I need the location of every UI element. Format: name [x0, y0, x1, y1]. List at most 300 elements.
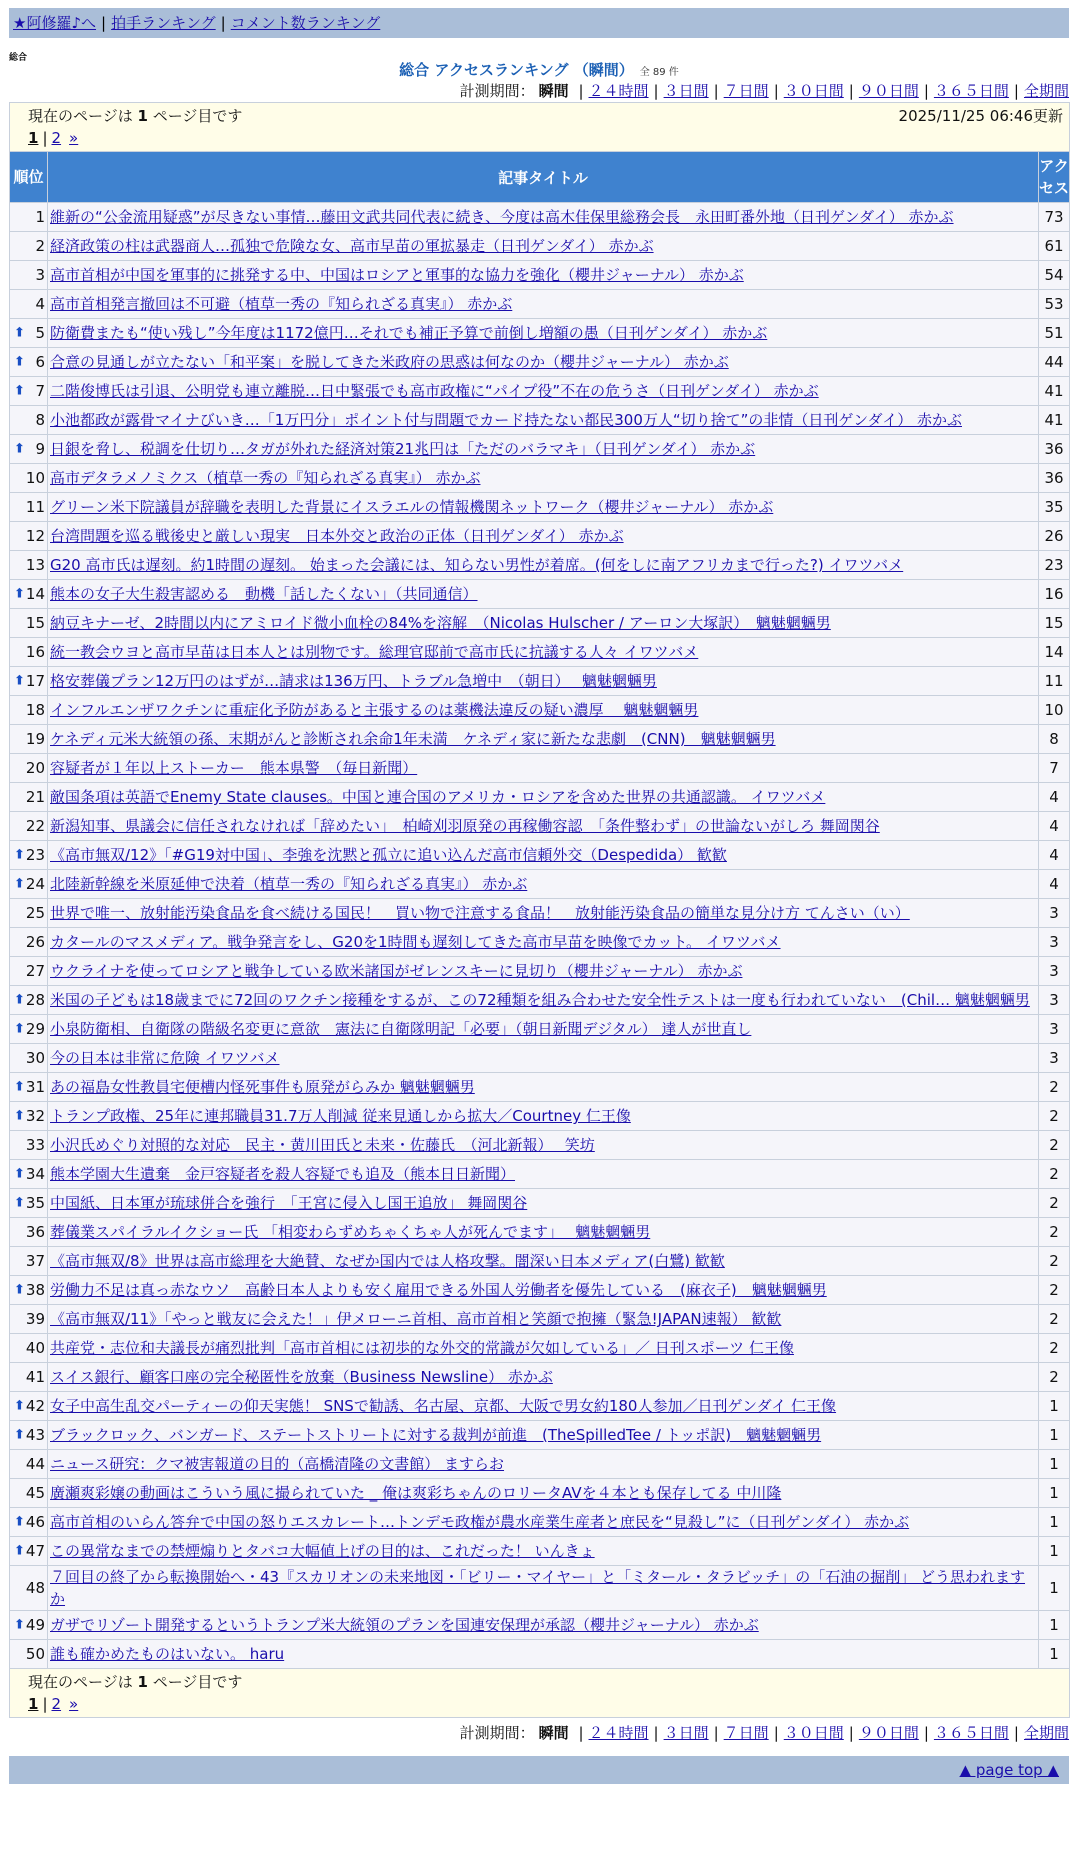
rank-number: 38: [25, 1281, 45, 1299]
table-row: [10, 551, 1070, 580]
rank-cell: [10, 609, 48, 638]
table-row: [10, 725, 1070, 754]
rank-cell: [10, 319, 48, 348]
rank-cell: [10, 232, 48, 261]
rank-number: 9: [35, 440, 45, 458]
table-row: [10, 1160, 1070, 1189]
rank-cell: [10, 638, 48, 667]
title-cell: [48, 1611, 1039, 1640]
period-selector-top: [9, 80, 1069, 102]
top-nav-bar: [9, 8, 1069, 38]
rank-number: 14: [25, 585, 45, 603]
rank-cell: [10, 1508, 48, 1537]
title-cell: [48, 609, 1039, 638]
category-label: 総合: [9, 53, 28, 63]
article-link[interactable]: ブラックロック、バンガード、ステートストリートに対する裁判が前進 (TheSpilledTee / トッポ訳) 魑魅魍魎男: [50, 1426, 822, 1444]
table-row: [10, 464, 1070, 493]
rank-cell: [10, 1247, 48, 1276]
nav-separator: |: [220, 14, 226, 32]
period-separator: |: [923, 1724, 929, 1742]
rank-number: 17: [25, 672, 45, 690]
rank-cell: [10, 667, 48, 696]
table-row: [10, 319, 1070, 348]
rank-cell: [10, 1392, 48, 1421]
period-link[interactable]: ３０日間: [783, 82, 844, 100]
table-row: [10, 1131, 1070, 1160]
title-cell: [48, 1566, 1039, 1611]
rank-up-arrow-icon: ⬆: [14, 1166, 25, 1182]
title-cell: [48, 957, 1039, 986]
article-link[interactable]: ７回目の終了から転換開始へ・43『スカリオンの未来地図・「ビリー・マイヤー」と「ミタール・タラビッチ」の「石油の掘削」 どう思われますか: [50, 1568, 1026, 1608]
rank-number: 1: [35, 208, 45, 226]
clap-ranking-link[interactable]: 拍手ランキング: [111, 14, 216, 32]
rank-cell: [10, 899, 48, 928]
rank-cell: [10, 1102, 48, 1131]
table-row: [10, 1247, 1070, 1276]
rank-number: 21: [25, 788, 45, 806]
rank-cell: [10, 522, 48, 551]
pager-page-2[interactable]: 2: [51, 1695, 62, 1713]
period-separator: |: [923, 82, 929, 100]
article-link[interactable]: 葬儀業スパイラルイクショー氏 「相変わらずめちゃくちゃ人が死んでます」 魑魅魍魎男: [50, 1223, 651, 1241]
title-cell: [48, 1305, 1039, 1334]
title-cell: [48, 1102, 1039, 1131]
article-link[interactable]: 熊本学園大生遺棄 金戸容疑者を殺人容疑でも追及（熊本日日新聞）: [50, 1165, 516, 1183]
page-title: 総合 アクセスランキング （瞬間）: [399, 61, 634, 79]
table-row: [10, 261, 1070, 290]
total-count: 全 89 件: [639, 67, 679, 78]
rank-cell: [10, 377, 48, 406]
rank-cell: [10, 348, 48, 377]
title-cell: [48, 1508, 1039, 1537]
access-count: 1: [1038, 1640, 1069, 1669]
article-link[interactable]: 《高市無双/11》「やっと戦友に会えた！」伊メローニ首相、高市首相と笑顔で抱擁（緊急!JAPAN速報） 歓歓: [50, 1310, 782, 1328]
rank-up-arrow-icon: ⬆: [14, 1079, 25, 1095]
rank-number: 33: [25, 1136, 45, 1154]
article-link[interactable]: 《高市無双/8》世界は高市総理を大絶賛、なぜか国内では人格攻撃。闇深い日本メディア(白鷺) 歓歓: [50, 1252, 725, 1270]
period-link[interactable]: ３６５日間: [933, 82, 1009, 100]
rank-cell: [10, 1160, 48, 1189]
table-row: [10, 812, 1070, 841]
rank-number: 47: [25, 1542, 45, 1560]
rank-cell: [10, 1566, 48, 1611]
title-cell: [48, 1392, 1039, 1421]
rank-number: 5: [35, 324, 45, 342]
access-count: 61: [1038, 232, 1069, 261]
article-link[interactable]: 廣瀬爽彩嬢の動画はこういう風に撮られていた _ 俺は爽彩ちゃんのロリータAVを４本とも保存してる 中川隆: [50, 1484, 782, 1502]
rank-cell: [10, 1131, 48, 1160]
rank-cell: [10, 986, 48, 1015]
access-count: 23: [1038, 551, 1069, 580]
rank-up-arrow-icon: ⬆: [14, 1543, 25, 1559]
access-count: 2: [1038, 1102, 1069, 1131]
article-link[interactable]: 共産党・志位和夫議長が痛烈批判「高市首相には初歩的な外交的常識が欠如している」／ 日刊スポーツ 仁王像: [50, 1339, 794, 1357]
table-row: [10, 1392, 1070, 1421]
pager-next[interactable]: »: [69, 1695, 79, 1713]
period-links: [573, 82, 1069, 100]
article-link[interactable]: 容疑者が１年以上ストーカー 熊本県警 （毎日新聞）: [50, 759, 418, 777]
article-link[interactable]: 経済政策の柱は武器商人…孤独で危険な女、高市早苗の軍拡暴走（日刊ゲンダイ） 赤かぶ: [50, 237, 654, 255]
article-link[interactable]: 《高市無双/12》「#G19対中国」、李強を沈黙と孤立に追い込んだ高市信頼外交（Despedida） 歓歓: [50, 846, 727, 864]
access-count: 2: [1038, 1131, 1069, 1160]
table-row: [10, 1537, 1070, 1566]
article-link[interactable]: ガザでリゾート開発するというトランプ米大統領のプランを国連安保理が承認（櫻井ジャーナル） 赤かぶ: [50, 1616, 759, 1634]
rank-number: 32: [25, 1107, 45, 1125]
access-count: 1: [1038, 1537, 1069, 1566]
article-link[interactable]: ニュース研究：クマ被害報道の目的（高橋清隆の文書館） ますらお: [50, 1455, 505, 1473]
rank-number: 3: [35, 266, 45, 284]
rank-number: 36: [25, 1223, 45, 1241]
article-link[interactable]: 高市首相発言撤回は不可避（植草一秀の『知られざる真実』） 赤かぶ: [50, 295, 513, 313]
rank-number: 8: [35, 411, 45, 429]
rank-number: 13: [25, 556, 45, 574]
rank-cell: [10, 1276, 48, 1305]
article-link[interactable]: 新潟知事、県議会に信任されなければ「辞めたい」 柏崎刈羽原発の再稼働容認 「条件整わず」の世論ないがしろ 舞岡関谷: [50, 817, 880, 835]
rank-number: 10: [25, 469, 45, 487]
title-cell: [48, 1334, 1039, 1363]
article-link[interactable]: 高市首相のいらん答弁で中国の怒りエスカレート…トンデモ政権が農水産業生産者と庶民を“見殺し”に（日刊ゲンダイ） 赤かぶ: [50, 1513, 910, 1531]
table-row: [10, 1334, 1070, 1363]
table-row: [10, 1363, 1070, 1392]
article-link[interactable]: スイス銀行、顧客口座の完全秘匿性を放棄（Business Newsline） 赤かぶ: [50, 1368, 553, 1386]
period-link[interactable]: ３日間: [663, 1724, 709, 1742]
period-separator: |: [848, 1724, 854, 1742]
table-row: [10, 203, 1070, 232]
access-count: 53: [1038, 290, 1069, 319]
period-separator: |: [578, 82, 584, 100]
table-row: [10, 1015, 1070, 1044]
access-count: 16: [1038, 580, 1069, 609]
pager-top: 1 | 2 »: [28, 129, 79, 147]
table-row: [10, 1566, 1070, 1611]
period-link[interactable]: 全期間: [1023, 1724, 1069, 1742]
period-label: 計測期間：: [459, 1724, 535, 1742]
table-row: [10, 1640, 1070, 1669]
access-count: 1: [1038, 1611, 1069, 1640]
title-cell: [48, 754, 1039, 783]
table-row: [10, 348, 1070, 377]
rank-up-arrow-icon: ⬆: [14, 1398, 25, 1414]
rank-up-arrow-icon: ⬆: [14, 673, 25, 689]
access-count: 4: [1038, 783, 1069, 812]
rank-cell: [10, 290, 48, 319]
title-cell: [48, 725, 1039, 754]
table-row: [10, 841, 1070, 870]
rank-number: 16: [25, 643, 45, 661]
rank-number: 37: [25, 1252, 45, 1270]
home-link[interactable]: ★阿修羅♪へ: [13, 14, 97, 32]
rank-number: 34: [25, 1165, 45, 1183]
rank-cell: [10, 1015, 48, 1044]
article-link[interactable]: 納豆キナーゼ、2時間以内にアミロイド微小血栓の84%を溶解 （Nicolas Hulscher / アーロン大塚訳） 魑魅魍魎男: [50, 614, 831, 632]
comment-ranking-link[interactable]: コメント数ランキング: [230, 14, 381, 32]
table-row: [10, 1102, 1070, 1131]
rank-cell: [10, 1334, 48, 1363]
access-count: 41: [1038, 377, 1069, 406]
rank-cell: [10, 493, 48, 522]
title-cell: [48, 1160, 1039, 1189]
rank-up-arrow-icon: ⬆: [14, 354, 25, 370]
title-cell: [48, 870, 1039, 899]
rank-number: 31: [25, 1078, 45, 1096]
access-count: 4: [1038, 812, 1069, 841]
rank-cell: [10, 1611, 48, 1640]
article-link[interactable]: G20 高市氏は遅刻。約1時間の遅刻。 始まった会議には、知らない男性が着席。(何をしに南アフリカまで行った?) イワツバメ: [50, 556, 904, 574]
rank-number: 29: [25, 1020, 45, 1038]
table-row: [10, 435, 1070, 464]
table-row: [10, 1450, 1070, 1479]
table-row: [10, 986, 1070, 1015]
access-count: 3: [1038, 899, 1069, 928]
article-link[interactable]: 北陸新幹線を米原延伸で決着（植草一秀の『知られざる真実』） 赤かぶ: [50, 875, 528, 893]
article-link[interactable]: 小泉防衛相、自衛隊の階級名変更に意欲 憲法に自衛隊明記「必要」（朝日新聞デジタル） 達人が世直し: [50, 1020, 752, 1038]
article-link[interactable]: 高市首相が中国を軍事的に挑発する中、中国はロシアと軍事的な協力を強化（櫻井ジャーナル） 赤かぶ: [50, 266, 744, 284]
article-link[interactable]: 世界で唯一、放射能汚染食品を食べ続ける国民！ 買い物で注意する食品！ 放射能汚染食品の簡単な見分け方 てんさい（い）: [50, 904, 910, 922]
access-count: 1: [1038, 1566, 1069, 1611]
title-cell: [48, 841, 1039, 870]
title-cell: [48, 406, 1039, 435]
title-cell: [48, 1421, 1039, 1450]
rank-number: 27: [25, 962, 45, 980]
rank-number: 24: [25, 875, 45, 893]
table-header: [10, 152, 1070, 203]
rank-number: 15: [25, 614, 45, 632]
page-info-row: [10, 103, 1070, 152]
title-cell: [48, 986, 1039, 1015]
article-link[interactable]: 中国紙、日本軍が琉球併合を強行 「王宮に侵入し国王追放」 舞岡関谷: [50, 1194, 528, 1212]
rank-cell: [10, 1450, 48, 1479]
access-count: 3: [1038, 957, 1069, 986]
period-link[interactable]: ２４時間: [588, 1724, 649, 1742]
period-link[interactable]: ３６５日間: [933, 1724, 1009, 1742]
table-row: [10, 928, 1070, 957]
article-link[interactable]: 敵国条項は英語でEnemy State clauses。中国と連合国のアメリカ・ロシアを含めた世界の共通認識。 イワツバメ: [50, 788, 826, 806]
access-count: 2: [1038, 1189, 1069, 1218]
rank-number: 18: [25, 701, 45, 719]
period-separator: |: [653, 82, 659, 100]
title-cell: [48, 261, 1039, 290]
page-top-link[interactable]: ▲ page top ▲: [959, 1761, 1059, 1779]
title-cell: [48, 1247, 1039, 1276]
table-row: [10, 638, 1070, 667]
rank-cell: [10, 203, 48, 232]
article-link[interactable]: 格安葬儀プラン12万円のはずが…請求は136万円、トラブル急増中 （朝日） 魑魅魍魎男: [50, 672, 657, 690]
access-count: 3: [1038, 1044, 1069, 1073]
rank-up-arrow-icon: ⬆: [14, 1021, 25, 1037]
rank-cell: [10, 406, 48, 435]
table-row: [10, 1421, 1070, 1450]
rank-number: 7: [35, 382, 45, 400]
rank-cell: [10, 1421, 48, 1450]
rank-number: 48: [25, 1579, 45, 1597]
rank-number: 11: [25, 498, 45, 516]
rank-cell: [10, 1363, 48, 1392]
pager-next[interactable]: »: [69, 129, 79, 147]
pager-bottom: 1 | 2 »: [28, 1695, 79, 1713]
access-count: 36: [1038, 435, 1069, 464]
article-link[interactable]: 統一教会ウヨと高市早苗は日本人とは別物です。総理官邸前で高市氏に抗議する人々 イワツバメ: [50, 643, 699, 661]
article-link[interactable]: 熊本の女子大生殺害認める 動機「話したくない」（共同通信）: [50, 585, 478, 603]
article-link[interactable]: 労働力不足は真っ赤なウソ 高齢日本人よりも安く雇用できる外国人労働者を優先している (麻衣子) 魑魅魍魎男: [50, 1281, 827, 1299]
title-cell: [48, 348, 1039, 377]
access-count: 4: [1038, 841, 1069, 870]
period-link[interactable]: ３０日間: [783, 1724, 844, 1742]
rank-cell: [10, 261, 48, 290]
title-cell: [48, 319, 1039, 348]
access-count: 2: [1038, 1334, 1069, 1363]
rank-cell: [10, 1073, 48, 1102]
rank-number: 35: [25, 1194, 45, 1212]
title-cell: [48, 928, 1039, 957]
article-link[interactable]: 今の日本は非常に危険 イワツバメ: [50, 1049, 280, 1067]
title-cell: [48, 522, 1039, 551]
period-link[interactable]: ９０日間: [858, 82, 919, 100]
rank-cell: [10, 928, 48, 957]
access-count: 10: [1038, 696, 1069, 725]
article-link[interactable]: 小池都政が露骨マイナびいき…「1万円分」ポイント付与問題でカード持たない都民300万人“切り捨て”の非情（日刊ゲンダイ） 赤かぶ: [50, 411, 962, 429]
rank-number: 46: [25, 1513, 45, 1531]
table-row: [10, 754, 1070, 783]
period-separator: |: [773, 1724, 779, 1742]
header-title: 記事タイトル: [48, 152, 1039, 203]
rank-up-arrow-icon: ⬆: [14, 325, 25, 341]
title-cell: [48, 493, 1039, 522]
period-link[interactable]: ９０日間: [858, 1724, 919, 1742]
article-link[interactable]: 小沢氏めぐり対照的な対応 民主・黄川田氏と未来・佐藤氏 （河北新報） 笑坊: [50, 1136, 595, 1154]
period-link[interactable]: ３日間: [663, 82, 709, 100]
rank-number: 28: [25, 991, 45, 1009]
table-row: [10, 783, 1070, 812]
rank-number: 2: [35, 237, 45, 255]
table-row: [10, 899, 1070, 928]
period-link[interactable]: ２４時間: [588, 82, 649, 100]
article-link[interactable]: トランプ政権、25年に連邦職員31.7万人削減 従来見通しから拡大／Courtney 仁王像: [50, 1107, 631, 1125]
table-row: [10, 232, 1070, 261]
article-link[interactable]: 高市デタラメノミクス（植草一秀の『知られざる真実』） 赤かぶ: [50, 469, 481, 487]
access-count: 2: [1038, 1247, 1069, 1276]
article-link[interactable]: 日銀を脅し、税調を仕切り…タガが外れた経済対策21兆円は「ただのバラマキ」（日刊ゲンダイ） 赤かぶ: [50, 440, 756, 458]
rank-number: 45: [25, 1484, 45, 1502]
article-link[interactable]: あの福島女性教員宅便槽内怪死事件も原発がらみか 魑魅魍魎男: [50, 1078, 475, 1096]
access-count: 1: [1038, 1479, 1069, 1508]
table-row: [10, 667, 1070, 696]
title-cell: [48, 1131, 1039, 1160]
access-count: 2: [1038, 1160, 1069, 1189]
article-link[interactable]: ウクライナを使ってロシアと戦争している欧米諸国がゼレンスキーに見切り（櫻井ジャーナル） 赤かぶ: [50, 962, 743, 980]
rank-up-arrow-icon: ⬆: [14, 1514, 25, 1530]
period-separator: |: [773, 82, 779, 100]
table-row: [10, 1276, 1070, 1305]
period-separator: |: [1013, 82, 1019, 100]
rank-number: 19: [25, 730, 45, 748]
rank-cell: [10, 435, 48, 464]
rank-up-arrow-icon: ⬆: [14, 992, 25, 1008]
table-row: [10, 290, 1070, 319]
title-cell: [48, 464, 1039, 493]
access-count: 2: [1038, 1305, 1069, 1334]
access-count: 8: [1038, 725, 1069, 754]
access-count: 1: [1038, 1508, 1069, 1537]
rank-number: 49: [25, 1616, 45, 1634]
article-link[interactable]: 誰も確かめたものはいない。 haru: [50, 1645, 285, 1663]
title-cell: [48, 1276, 1039, 1305]
rank-number: 22: [25, 817, 45, 835]
pager-page-2[interactable]: 2: [51, 129, 62, 147]
period-link[interactable]: ７日間: [723, 1724, 769, 1742]
access-count: 2: [1038, 1363, 1069, 1392]
article-link[interactable]: この異常なまでの禁煙煽りとタバコ大幅値上げの目的は、これだった！ いんきょ: [50, 1542, 595, 1560]
rank-cell: [10, 812, 48, 841]
article-link[interactable]: 台湾問題を巡る戦後史と厳しい現実 日本外交と政治の正体（日刊ゲンダイ） 赤かぶ: [50, 527, 624, 545]
article-link[interactable]: グリーン米下院議員が辞職を表明した背景にイスラエルの情報機関ネットワーク（櫻井ジャーナル） 赤かぶ: [50, 498, 774, 516]
rank-up-arrow-icon: ⬆: [14, 586, 25, 602]
rank-number: 42: [25, 1397, 45, 1415]
title-cell: [48, 377, 1039, 406]
rank-cell: [10, 464, 48, 493]
title-cell: [48, 812, 1039, 841]
rank-number: 23: [25, 846, 45, 864]
period-link[interactable]: 全期間: [1023, 82, 1069, 100]
access-count: 1: [1038, 1421, 1069, 1450]
rank-cell: [10, 551, 48, 580]
table-row: [10, 957, 1070, 986]
rank-up-arrow-icon: ⬆: [14, 1617, 25, 1633]
title-cell: [48, 1450, 1039, 1479]
title-cell: [48, 638, 1039, 667]
rank-cell: [10, 1044, 48, 1073]
title-cell: [48, 1015, 1039, 1044]
title-cell: [48, 899, 1039, 928]
period-separator: |: [578, 1724, 584, 1742]
period-link[interactable]: ７日間: [723, 82, 769, 100]
access-count: 26: [1038, 522, 1069, 551]
pager-current: 1: [28, 129, 39, 147]
article-link[interactable]: 女子中高生乱交パーティーの仰天実態！ SNSで勧誘、名古屋、京都、大阪で男女約180人参加／日刊ゲンダイ 仁王像: [50, 1397, 837, 1415]
access-count: 3: [1038, 928, 1069, 957]
period-label: 計測期間：: [459, 82, 535, 100]
rank-cell: [10, 1640, 48, 1669]
article-link[interactable]: 二階俊博氏は引退、公明党も連立離脱…日中緊張でも高市政権に“パイプ役”不在の危うさ（日刊ゲンダイ） 赤かぶ: [50, 382, 819, 400]
access-count: 1: [1038, 1450, 1069, 1479]
updated-time: 2025/11/25 06:46更新: [898, 107, 1063, 125]
header-access: アクセス: [1038, 152, 1069, 203]
article-link[interactable]: インフルエンザワクチンに重症化予防があると主張するのは薬機法違反の疑い濃厚 魑魅魍魎男: [50, 701, 699, 719]
rank-number: 4: [35, 295, 45, 313]
article-link[interactable]: 合意の見通しが立たない「和平案」を脱してきた米政府の思惑は何なのか（櫻井ジャーナル） 赤かぶ: [50, 353, 729, 371]
access-count: 35: [1038, 493, 1069, 522]
article-link[interactable]: 維新の“公金流用疑惑”が尽きない事情…藤田文武共同代表に続き、今度は高木佳保里総務会長 永田町番外地（日刊ゲンダイ） 赤かぶ: [50, 208, 954, 226]
article-link[interactable]: カタールのマスメディア。戦争発言をし、G20を1時間も遅刻してきた高市早苗を映像でカット。 イワツバメ: [50, 933, 781, 951]
rank-number: 44: [25, 1455, 45, 1473]
article-link[interactable]: 防衛費またも“使い残し”今年度は1172億円…それでも補正予算で前倒し増額の愚（日刊ゲンダイ） 赤かぶ: [50, 324, 768, 342]
access-count: 2: [1038, 1276, 1069, 1305]
article-link[interactable]: 米国の子どもは18歳までに72回のワクチン接種をするが、この72種類を組み合わせた安全性テストは一度も行われていない (Chil… 魑魅魍魎男: [50, 991, 1030, 1009]
rank-cell: [10, 1218, 48, 1247]
table-row: [10, 1073, 1070, 1102]
rank-cell: [10, 1189, 48, 1218]
access-count: 51: [1038, 319, 1069, 348]
rank-up-arrow-icon: ⬆: [14, 847, 25, 863]
title-cell: [48, 783, 1039, 812]
title-cell: [48, 1189, 1039, 1218]
table-row: [10, 1508, 1070, 1537]
table-row: [10, 406, 1070, 435]
article-link[interactable]: ケネディ元米大統領の孫、末期がんと診断され余命1年未満 ケネディ家に新たな悲劇 (CNN) 魑魅魍魎男: [50, 730, 776, 748]
table-row: [10, 609, 1070, 638]
period-separator: |: [713, 82, 719, 100]
period-selector-bottom: [9, 1722, 1069, 1744]
rank-number: 12: [25, 527, 45, 545]
